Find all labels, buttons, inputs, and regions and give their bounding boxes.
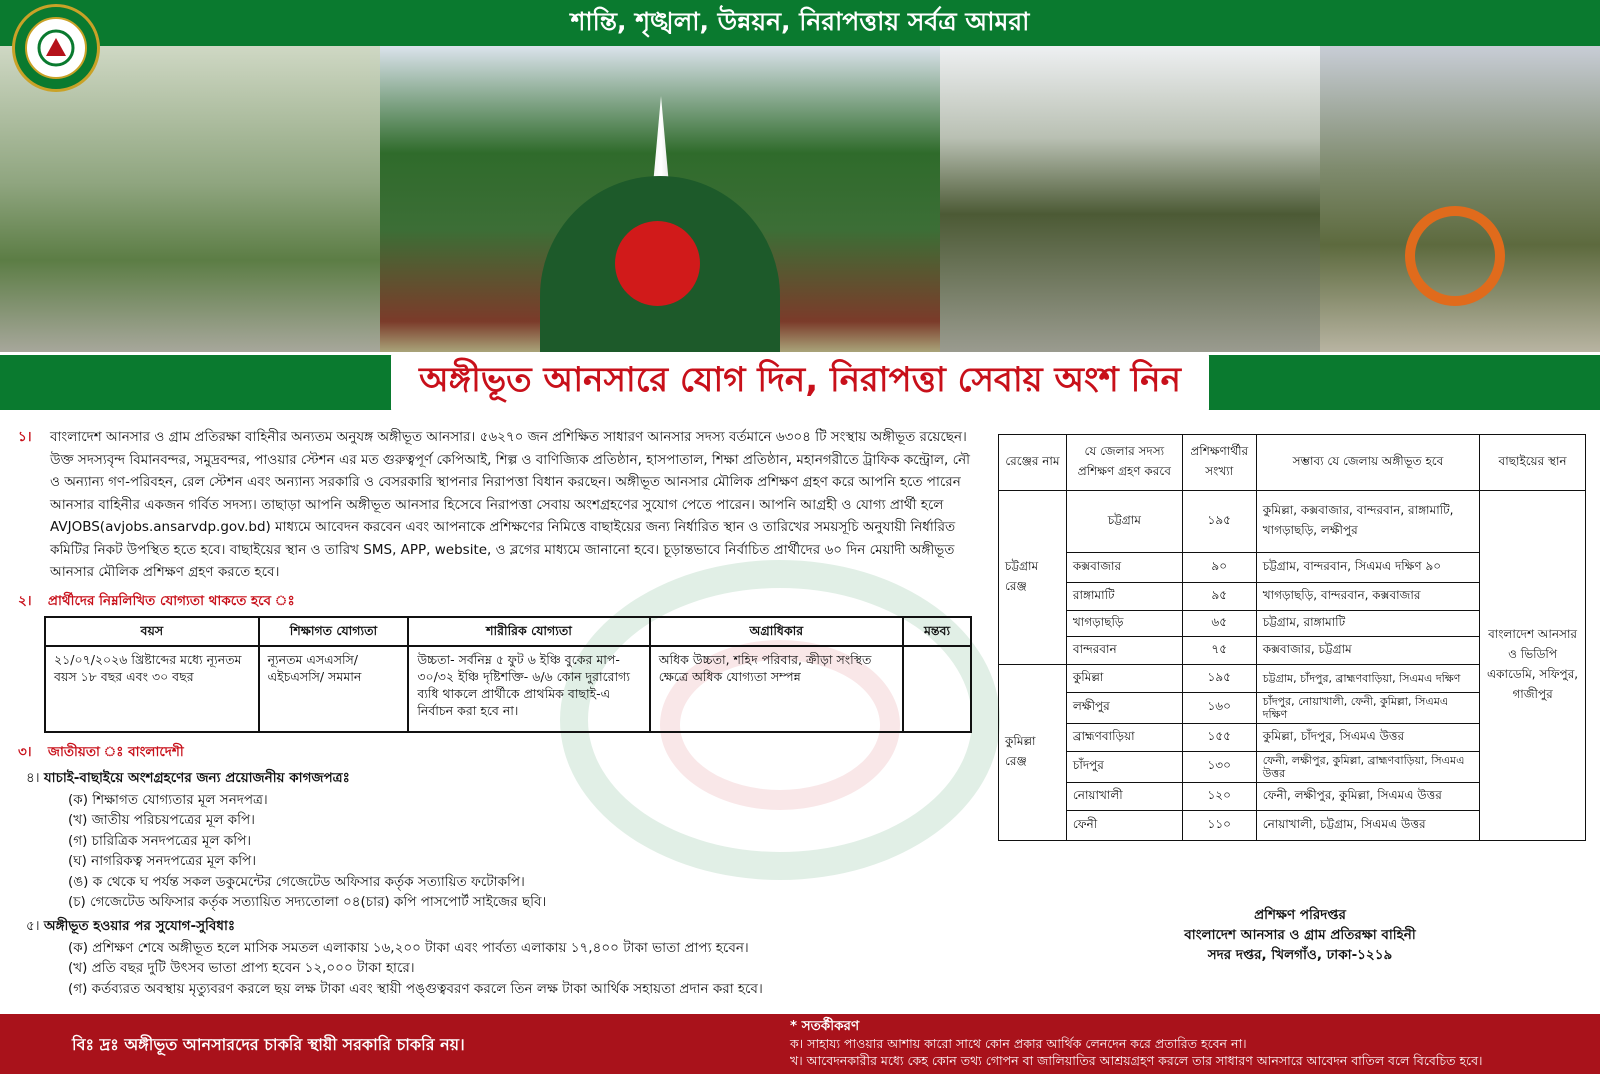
benefits-list — [18, 938, 978, 1000]
count-cell: ৯০ — [1182, 553, 1256, 583]
district-cell: কুমিল্লা — [1066, 665, 1182, 693]
fire-ring-icon — [1405, 206, 1505, 306]
header-place: বাছাইয়ের স্থান — [1480, 435, 1586, 491]
footer-warning — [790, 1018, 1483, 1069]
count-cell: ১৬০ — [1182, 693, 1256, 724]
section-4 — [18, 767, 978, 913]
district-cell: চট্টগ্রাম — [1066, 491, 1182, 553]
district-cell: চাঁদপুর — [1066, 752, 1182, 783]
district-cell: নোয়াখালী — [1066, 783, 1182, 811]
section-3-title: জাতীয়তা ঃ বাংলাদেশী — [47, 743, 184, 760]
list-item: (ঙ) ক থেকে ঘ পর্যন্ত সকল ডকুমেন্টের গেজেটেড অফিসার কর্তৃক সত্যায়িত ফটোকপি। — [68, 873, 525, 890]
header-priority: অগ্রাধিকার — [650, 617, 903, 646]
cell-physical: উচ্চতা- সর্বনিম্ন ৫ ফুট ৬ ইঞ্চি বুকের মাপ- ৩০/৩২ ইঞ্চি দৃষ্টিশক্তি- ৬/৬ কোন দুরারোগ্য ব্যধি থাকলে প্রার্থীকে প্রাথমিক বাছাই-এ নির্বাচন করা হবে না। — [408, 646, 649, 732]
deploy-cell: চাঁদপুর, নোয়াখালী, ফেনী, কুমিল্লা, সিএমএ দক্ষিণ — [1256, 693, 1479, 724]
deploy-cell: ফেনী, লক্ষীপুর, কুমিল্লা, ব্রাহ্মণবাড়িয়া, সিএমএ উত্তর — [1256, 752, 1479, 783]
section-3-number: ৩। — [18, 743, 32, 760]
header-education: শিক্ষাগত যোগ্যতা — [259, 617, 409, 646]
count-cell: ১৯৫ — [1182, 491, 1256, 553]
left-column — [18, 426, 978, 999]
header-district: যে জেলার সদস্য প্রশিক্ষণ গ্রহণ করবে — [1066, 435, 1182, 491]
documents-list — [18, 790, 978, 914]
eligibility-header-row — [45, 617, 971, 646]
district-allocation-table — [998, 434, 1586, 841]
header-age: বয়স — [45, 617, 259, 646]
emblem-mark-icon — [36, 28, 76, 68]
section-2-number: ২। — [18, 592, 32, 609]
section-1 — [18, 426, 978, 584]
section-5 — [18, 915, 978, 999]
table-row — [999, 491, 1586, 553]
district-cell: ফেনী — [1066, 811, 1182, 841]
section-2 — [18, 590, 978, 733]
range-name-cumilla: কুমিল্লা রেঞ্জ — [999, 665, 1067, 841]
issuer-organization: বাংলাদেশ আনসার ও গ্রাম প্রতিরক্ষা বাহিনী — [1184, 927, 1416, 943]
list-item: (খ) প্রতি বছর দুটি উৎসব ভাতা প্রাপ্য হবেন ১২,০০০ টাকা হারে। — [68, 960, 415, 977]
list-item: (খ) জাতীয় পরিচয়পত্রের মূল কপি। — [68, 812, 255, 829]
deploy-cell: কক্সবাজার, চট্টগ্রাম — [1256, 637, 1479, 665]
header-count: প্রশিক্ষণার্থীর সংখ্যা — [1182, 435, 1256, 491]
deploy-cell: ফেনী, লক্ষীপুর, কুমিল্লা, সিএমএ উত্তর — [1256, 783, 1479, 811]
range-name-chattogram: চট্টগ্রাম রেঞ্জ — [999, 491, 1067, 665]
district-cell: কক্সবাজার — [1066, 553, 1182, 583]
cell-remarks — [903, 646, 971, 732]
cell-priority: অধিক উচ্চতা, শহিদ পরিবার, ক্রীড়া সংস্থিত ক্ষেত্রে অধিক যোগ্যতা সম্পন্ন — [650, 646, 903, 732]
deploy-cell: কুমিল্লা, চাঁদপুর, সিএমএ উত্তর — [1256, 724, 1479, 752]
count-cell: ৯৫ — [1182, 583, 1256, 611]
issuer-signature-block — [1150, 905, 1450, 965]
district-cell: ব্রাহ্মণবাড়িয়া — [1066, 724, 1182, 752]
cell-education: ন্যূনতম এসএসসি/এইচএসসি/ সমমান — [259, 646, 409, 732]
list-item: (ক) প্রশিক্ষণ শেষে অঙ্গীভূত হলে মাসিক সমতল এলাকায় ১৬,২০০ টাকা এবং পার্বত্য এলাকায় ১৭,৪০০ টাকা ভাতা প্রাপ্য হবেন। — [68, 939, 749, 956]
warning-item: খ। আবেদনকারীর মধ্যে কেহ কোন তথ্য গোপন বা জালিয়াতির আশ্রয়গ্রহণ করলে তার সাধারণ আনসারে আবেদন বাতিল বলে বিবেচিত হবে। — [790, 1053, 1483, 1068]
list-item: (চ) গেজেটেড অফিসার কর্তৃক সত্যায়িত সদ্যতোলা ০৪(চার) কপি পাসপোর্ট সাইজের ছবি। — [68, 894, 547, 911]
section-5-title: অঙ্গীভূত হওয়ার পর সুযোগ-সুবিধাঃ — [43, 918, 236, 935]
issuer-department: প্রশিক্ষণ পরিদপ্তর — [1254, 907, 1346, 923]
header-remarks: মন্তব্য — [903, 617, 971, 646]
footer-bar — [0, 1014, 1600, 1074]
district-cell: রাঙ্গামাটি — [1066, 583, 1182, 611]
warning-title: * সতর্কীকরণ — [790, 1018, 860, 1034]
selection-place-cell: বাংলাদেশ আনসার ও ভিডিপি একাডেমি, সফিপুর, গাজীপুর — [1480, 491, 1586, 841]
deploy-cell: চট্টগ্রাম, চাঁদপুর, ব্রাহ্মণবাড়িয়া, সিএমএ দক্ষিণ — [1256, 665, 1479, 693]
warning-item: ক। সাহায্য পাওয়ার আশায় কারো সাথে কোন প্রকার আর্থিক লেনদেন করে প্রতারিত হবেন না। — [790, 1036, 1247, 1051]
list-item: (ঘ) নাগরিকত্ব সনদপত্রের মূল কপি। — [68, 853, 257, 870]
section-2-title: প্রার্থীদের নিম্নলিখিত যোগ্যতা থাকতে হবে ঃ — [47, 592, 295, 609]
list-item: (ক) শিক্ষাগত যোগ্যতার মূল সনদপত্র। — [68, 791, 268, 808]
header-deploy: সম্ভাব্য যে জেলায় অঙ্গীভূত হবে — [1256, 435, 1479, 491]
deploy-cell: চট্টগ্রাম, বান্দরবান, সিএমএ দক্ষিণ ৯০ — [1256, 553, 1479, 583]
headline-text: অঙ্গীভূত আনসারে যোগ দিন, নিরাপত্তা সেবায় অংশ নিন — [391, 352, 1209, 413]
deploy-cell: খাগড়াছড়ি, বান্দরবান, কক্সবাজার — [1256, 583, 1479, 611]
section-4-title: যাচাই-বাছাইয়ে অংশগ্রহণের জন্য প্রয়োজনীয় কাগজপত্রঃ — [43, 770, 350, 786]
red-sun-disc — [615, 221, 700, 306]
section-1-text: বাংলাদেশ আনসার ও গ্রাম প্রতিরক্ষা বাহিনীর অন্যতম অনুযঙ্গ অঙ্গীভূত আনসার। ৫৬২৭০ জন প্রশিক্ষিত সাধারণ আনসার সদস্য বর্তমানে ৬৩০৪ টি সংস্থায় অঙ্গীভূত রয়েছেন। উক্ত সদস্যবৃন্দ বিমানবন্দর, সমুদ্রবন্দর, পাওয়ার স্টেশন এর মত গুরুত্বপূর্ণ কেপিআই, শিল্প ও বাণিজ্যিক প্রতিষ্ঠান, হাসপাতাল, শিক্ষা প্রতিষ্ঠান, মহানগরীতে ট্রাফিক কন্ট্রোল, নৌ ও অন্যান্য গণ-পরিবহন, রেল স্টেশন এবং অন্যান্য সরকারি ও বেসরকারি স্থাপনার নিরাপত্তা বিধান করছেন। অঙ্গীভূত আনসার মৌলিক প্রশিক্ষণ গ্রহণ করে আপনি হতে পারেন আনসার বাহিনীর একজন গর্বিত সদস্য। তাছাড়া আপনি অঙ্গীভূত আনসার হিসেবে নিরাপত্তা সেবায় অংশগ্রহণের সুযোগ পেতে পারেন। আপনি আগ্রহী ও যোগ্য প্রার্থী হলে AVJOBS(avjobs.ansarvdp.gov.bd) মাধ্যমে আবেদন করবেন এবং আপনাকে প্রশিক্ষণের নিমিত্তে বাছাইয়ের জন্য নির্ধারিত স্থান ও তারিখের সময়সূচি অনুযায়ী নির্ধারিত কমিটির নিকট উপস্থিত হতে হবে। বাছাইয়ের স্থান ও তারিখ SMS, APP, website, ও ব্লগের মাধ্যমে জানানো হবে। চূড়ান্তভাবে নির্বাচিত প্রার্থীদের ৬০ দিন মেয়াদী অঙ্গীভূত আনসার মৌলিক প্রশিক্ষণ গ্রহণ করতে হবে। — [50, 429, 970, 580]
count-cell: ১২০ — [1182, 783, 1256, 811]
header-physical: শারীরিক যোগ্যতা — [408, 617, 649, 646]
slogan-text: শান্তি, শৃঙ্খলা, উন্নয়ন, নিরাপত্তায় সর্বত্র আমরা — [570, 6, 1030, 36]
count-cell: ৬৫ — [1182, 611, 1256, 637]
section-4-number: ৪। — [26, 770, 40, 786]
count-cell: ১৫৫ — [1182, 724, 1256, 752]
section-3 — [18, 741, 978, 764]
district-header-row — [999, 435, 1586, 491]
district-cell: বান্দরবান — [1066, 637, 1182, 665]
header-range: রেঞ্জের নাম — [999, 435, 1067, 491]
cell-age: ২১/০৭/২০২৬ খ্রিষ্টাব্দের মধ্যে ন্যূনতম বয়স ১৮ বছর এবং ৩০ বছর — [45, 646, 259, 732]
count-cell: ১১০ — [1182, 811, 1256, 841]
ansar-vdp-emblem-icon — [12, 4, 100, 92]
footer-note: বিঃ দ্রঃ অঙ্গীভূত আনসারদের চাকরি স্থায়ী সরকারি চাকরি নয়। — [72, 1035, 465, 1054]
section-1-number: ১। — [18, 429, 32, 445]
district-cell: লক্ষীপুর — [1066, 693, 1182, 724]
district-cell: খাগড়াছড়ি — [1066, 611, 1182, 637]
section-5-number: ৫। — [26, 918, 40, 935]
eligibility-table — [44, 616, 972, 733]
airport-guards-training-photo — [1320, 46, 1600, 352]
issuer-address: সদর দপ্তর, খিলগাঁও, ঢাকা-১২১৯ — [1207, 947, 1393, 963]
eligibility-row — [45, 646, 971, 732]
headline-bar — [0, 352, 1600, 410]
deploy-cell: নোয়াখালী, চট্টগ্রাম, সিএমএ উত্তর — [1256, 811, 1479, 841]
top-slogan-banner — [0, 0, 1600, 46]
list-item: (গ) চারিত্রিক সনদপত্রের মূল কপি। — [68, 832, 252, 849]
photo-collage — [0, 46, 1600, 352]
list-item: (গ) কর্তব্যরত অবস্থায় মৃত্যুবরণ করলে ছয় লক্ষ টাকা এবং স্থায়ী পঙ্গুত্ববরণ করলে তিন লক্ষ টাকা আর্থিক সহায়তা প্রদান করা হবে। — [68, 980, 763, 997]
count-cell: ১৩০ — [1182, 752, 1256, 783]
deploy-cell: কুমিল্লা, কক্সবাজার, বান্দরবান, রাঙ্গামাটি, খাগড়াছড়ি, লক্ষীপুর — [1256, 491, 1479, 553]
deploy-cell: চট্টগ্রাম, রাঙ্গামাটি — [1256, 611, 1479, 637]
guard-of-honour-photo — [940, 46, 1320, 352]
count-cell: ৭৫ — [1182, 637, 1256, 665]
count-cell: ১৯৫ — [1182, 665, 1256, 693]
